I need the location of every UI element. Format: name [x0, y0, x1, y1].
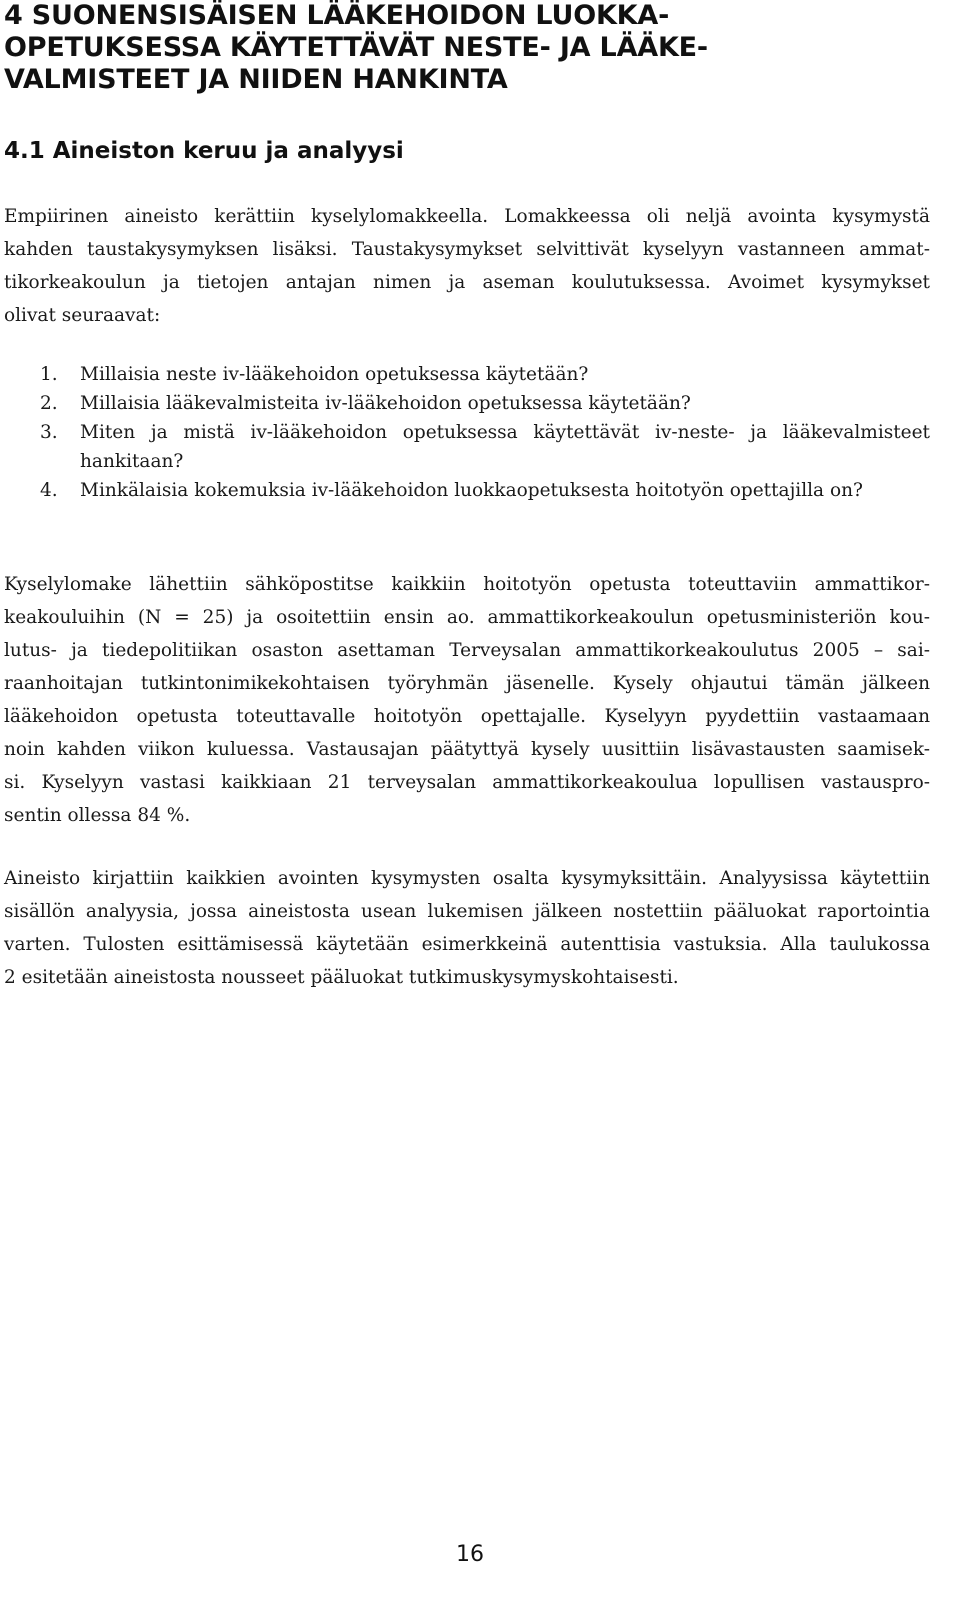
text-line: olivat seuraavat:	[4, 305, 161, 326]
text-line: Aineisto kirjattiin kaikkien avointen kysymysten osalta kysymyksittäin. Analyysissa käytettiin	[4, 868, 930, 889]
text-line: Empiirinen aineisto kerättiin kyselylomakkeella. Lomakkeessa oli neljä avointa kysymystä	[4, 206, 930, 227]
analysis-paragraph	[4, 862, 930, 994]
question-item	[40, 389, 930, 418]
question-line: Minkälaisia kokemuksia iv-lääkehoidon luokkaopetuksesta hoitotyön opettajilla on?	[80, 480, 863, 501]
question-item	[40, 476, 930, 505]
question-text	[80, 418, 930, 476]
text-line: varten. Tulosten esittämisessä käytetään esimerkkeinä autenttisia vastuksia. Alla taulukossa	[4, 934, 930, 955]
section-title: 4.1 Aineiston keruu ja analyysi	[4, 138, 404, 164]
chapter-title-line: 4 SUONENSISÄISEN LÄÄKEHOIDON LUOKKA-	[4, 0, 670, 31]
question-item	[40, 360, 930, 389]
question-line: Millaisia neste iv-lääkehoidon opetuksessa käytetään?	[80, 364, 589, 385]
text-line: tikorkeakoulun ja tietojen antajan nimen ja aseman koulutuksessa. Avoimet kysymykset	[4, 272, 930, 293]
question-text	[80, 360, 930, 389]
chapter-title-line: VALMISTEET JA NIIDEN HANKINTA	[4, 64, 508, 95]
text-line: lutus- ja tiedepolitiikan osaston asettaman Terveysalan ammattikorkeakoulutus 2005 – sai-	[4, 640, 930, 661]
page-number: 16	[456, 1542, 484, 1567]
question-number: 3.	[40, 422, 58, 443]
text-line: si. Kyselyyn vastasi kaikkiaan 21 terveysalan ammattikorkeakoulua lopullisen vastauspro-	[4, 772, 930, 793]
chapter-title-line: OPETUKSESSA KÄYTETTÄVÄT NESTE- JA LÄÄKE-	[4, 32, 708, 63]
chapter-title	[4, 0, 934, 96]
intro-paragraph	[4, 200, 930, 332]
distribution-paragraph	[4, 568, 930, 832]
question-text	[80, 389, 930, 418]
text-line: Kyselylomake lähettiin sähköpostitse kaikkiin hoitotyön opetusta toteuttaviin ammattikor-	[4, 574, 930, 595]
text-line: sentin ollessa 84 %.	[4, 805, 191, 826]
question-list	[40, 360, 930, 505]
text-line: raanhoitajan tutkintonimikekohtaisen työryhmän jäsenelle. Kysely ohjautui tämän jälkeen	[4, 673, 930, 694]
question-line: Miten ja mistä iv-lääkehoidon opetuksessa käytettävät iv-neste- ja lääkevalmisteet	[80, 422, 930, 443]
text-line: 2 esitetään aineistosta nousseet pääluokat tutkimuskysymyskohtaisesti.	[4, 967, 679, 988]
question-line: hankitaan?	[80, 451, 184, 472]
text-line: kahden taustakysymyksen lisäksi. Taustakysymykset selvittivät kyselyyn vastanneen ammat-	[4, 239, 930, 260]
text-line: sisällön analyysia, jossa aineistosta usean lukemisen jälkeen nostettiin pääluokat raportointia	[4, 901, 930, 922]
question-line: Millaisia lääkevalmisteita iv-lääkehoidon opetuksessa käytetään?	[80, 393, 691, 414]
question-text	[80, 476, 930, 505]
text-line: noin kahden viikon kuluessa. Vastausajan päätyttyä kysely uusittiin lisävastausten saamisek-	[4, 739, 930, 760]
question-item	[40, 418, 930, 476]
text-line: keakouluihin (N = 25) ja osoitettiin ensin ao. ammattikorkeakoulun opetusministeriön kou-	[4, 607, 930, 628]
question-number: 4.	[40, 480, 58, 501]
text-line: lääkehoidon opetusta toteuttavalle hoitotyön opettajalle. Kyselyyn pyydettiin vastaamaan	[4, 706, 930, 727]
question-number: 1.	[40, 364, 58, 385]
question-number: 2.	[40, 393, 58, 414]
